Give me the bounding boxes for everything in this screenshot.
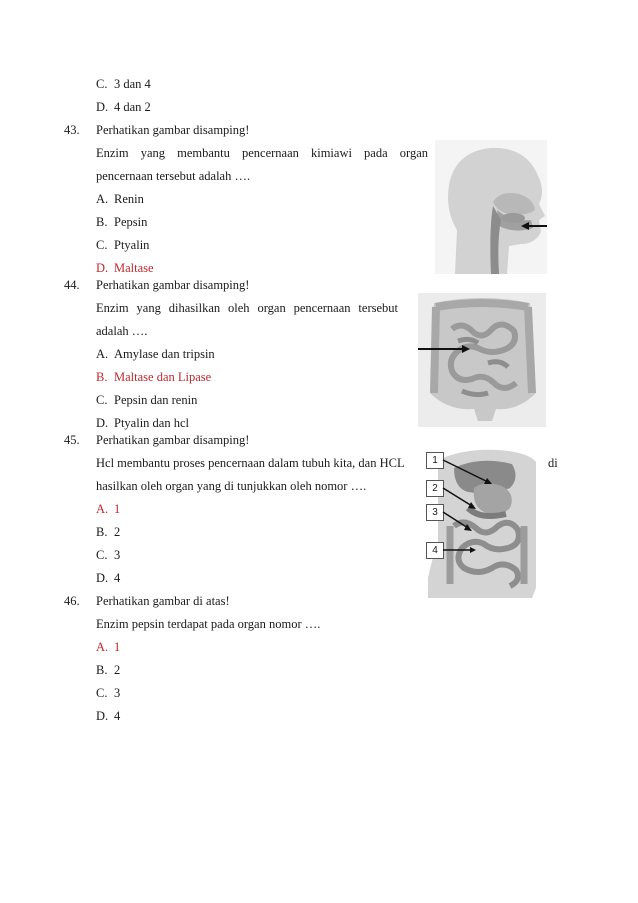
label-arrows: [424, 448, 542, 598]
option-letter: D.: [96, 709, 109, 723]
option-letter: B.: [96, 525, 108, 539]
option-text: 3: [114, 686, 121, 700]
question-46-body-line1: Enzim pepsin terdapat pada organ nomor ….: [96, 617, 321, 631]
option-text: Maltase: [114, 261, 154, 275]
intestine-figure: [418, 293, 546, 427]
option-text: Ptyalin: [114, 238, 150, 252]
digestive-organs-figure: [424, 448, 542, 598]
q46-option-b: [96, 662, 120, 678]
option-letter: D.: [96, 571, 109, 585]
question-title: Perhatikan gambar disamping!: [96, 278, 250, 292]
question-43-body-line1: Enzim yang membantu pencernaan kimiawi pada organ: [96, 146, 428, 160]
option-letter: D.: [96, 416, 109, 430]
q46-option-d: [96, 708, 120, 724]
q44-option-b-correct: [96, 369, 211, 385]
question-44-title: [64, 277, 249, 293]
option-letter: C.: [96, 393, 108, 407]
organ-label-4: 4: [426, 542, 444, 559]
question-45-title: [64, 432, 249, 448]
organ-label-3: 3: [426, 504, 444, 521]
question-title: Perhatikan gambar disamping!: [96, 433, 250, 447]
option-letter: D.: [96, 100, 109, 114]
question-number: 44.: [64, 278, 80, 292]
q44-option-d: [96, 415, 189, 431]
option-text: 4 dan 2: [114, 100, 151, 114]
q43-option-a: [96, 191, 144, 207]
question-44-body-line2: adalah ….: [96, 324, 148, 338]
question-title: Perhatikan gambar disamping!: [96, 123, 250, 137]
q43-option-c: [96, 237, 149, 253]
option-letter: A.: [96, 192, 109, 206]
question-43-title: [64, 122, 249, 138]
option-letter: C.: [96, 238, 108, 252]
option-c: [96, 76, 151, 92]
option-letter: B.: [96, 663, 108, 677]
question-number: 46.: [64, 594, 80, 608]
question-45-body-line2: hasilkan oleh organ yang di tunjukkan oleh nomor ….: [96, 479, 367, 493]
option-letter: D.: [96, 261, 109, 275]
q46-option-c: [96, 685, 120, 701]
q46-option-a-correct: [96, 639, 120, 655]
option-text: Amylase dan tripsin: [114, 347, 215, 361]
q44-option-a: [96, 346, 215, 362]
question-43-body-line2: pencernaan tersebut adalah ….: [96, 169, 251, 183]
option-letter: A.: [96, 502, 109, 516]
option-text: 4: [114, 709, 121, 723]
question-44-body-line1: Enzim yang dihasilkan oleh organ pencernaan tersebut: [96, 301, 398, 315]
option-text: Ptyalin dan hcl: [114, 416, 189, 430]
option-text: 1: [114, 640, 121, 654]
question-45-body-line1: Hcl membantu proses pencernaan dalam tubuh kita, dan HCL: [96, 456, 405, 470]
option-text: Pepsin: [114, 215, 148, 229]
option-text: 2: [114, 525, 121, 539]
option-letter: B.: [96, 215, 108, 229]
question-title: Perhatikan gambar di atas!: [96, 594, 230, 608]
option-letter: A.: [96, 640, 109, 654]
q45-option-a-correct: [96, 501, 120, 517]
q44-option-c: [96, 392, 197, 408]
option-text: 3: [114, 548, 121, 562]
q45-option-c: [96, 547, 120, 563]
option-text: Pepsin dan renin: [114, 393, 198, 407]
option-letter: B.: [96, 370, 108, 384]
question-46-title: [64, 593, 230, 609]
q43-option-b: [96, 214, 147, 230]
question-number: 43.: [64, 123, 80, 137]
organ-label-2: 2: [426, 480, 444, 497]
option-letter: C.: [96, 548, 108, 562]
option-text: Renin: [114, 192, 144, 206]
question-45-body-line1-end: di: [548, 456, 558, 470]
option-d: [96, 99, 151, 115]
option-text: 1: [114, 502, 121, 516]
organ-label-1: 1: [426, 452, 444, 469]
option-letter: C.: [96, 686, 108, 700]
option-text: 4: [114, 571, 121, 585]
option-letter: C.: [96, 77, 108, 91]
head-mouth-figure: [435, 140, 547, 274]
q43-option-d-correct: [96, 260, 154, 276]
q45-option-d: [96, 570, 120, 586]
option-text: 3 dan 4: [114, 77, 151, 91]
option-text: Maltase dan Lipase: [114, 370, 212, 384]
option-text: 2: [114, 663, 121, 677]
q45-option-b: [96, 524, 120, 540]
question-number: 45.: [64, 433, 80, 447]
option-letter: A.: [96, 347, 109, 361]
